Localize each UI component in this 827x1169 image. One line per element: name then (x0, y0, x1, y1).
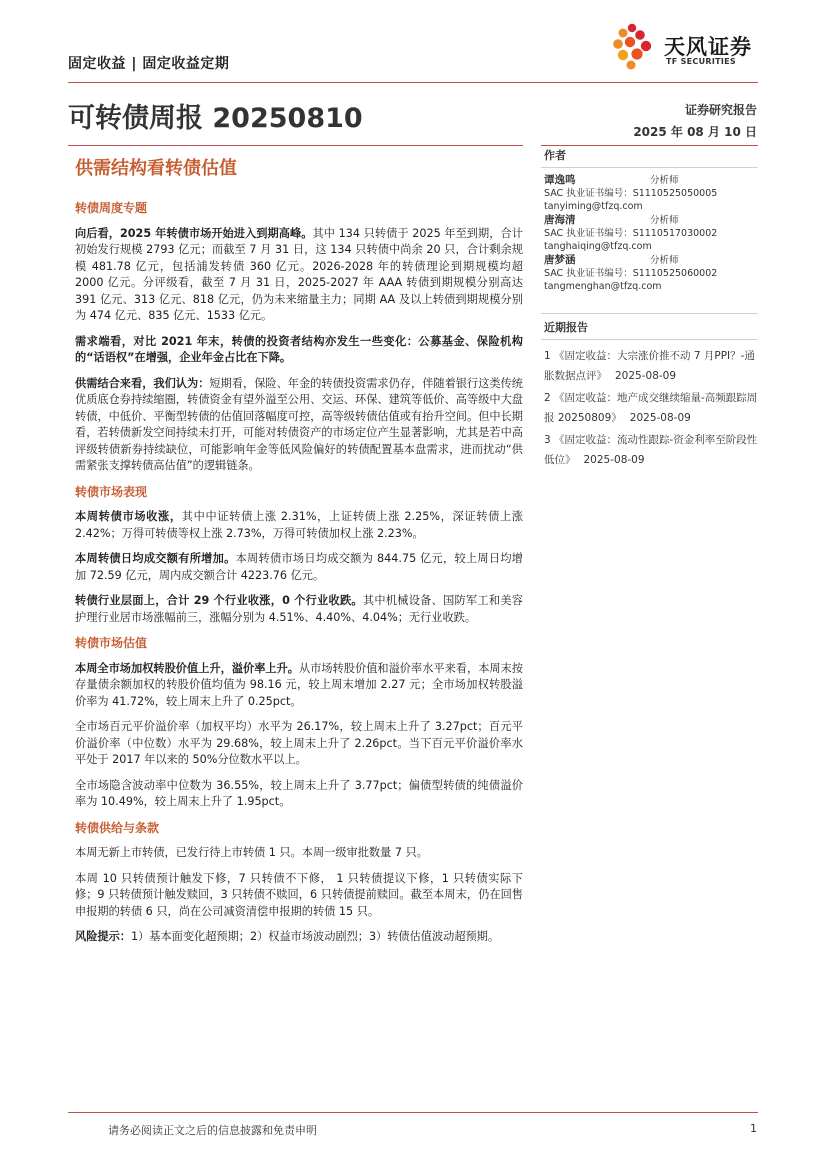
sidebar (541, 147, 758, 472)
report-date: 2025 年 08 月 10 日 (633, 125, 757, 139)
risk-warning: 风险提示：1）基本面变化超预期；2）权益市场波动剧烈；3）转债估值波动超预期。 (75, 930, 500, 943)
author-name: 唐海清 (544, 214, 576, 226)
section-title: 转债市场表现 (75, 484, 148, 499)
author-cert: SAC 执业证书编号：S1110525060002 (544, 268, 718, 279)
paragraph: 转债行业层面上，合计 29 个行业收涨，0 个行业收跌。其中机械设备、国防军工和美容护理行业居市场涨幅前三，涨幅分别为 4.51%、4.40%、4.04%；无行业收跌。 (75, 594, 523, 624)
author-email[interactable]: tangmenghan@tfzq.com (544, 281, 662, 292)
report-subtitle: 供需结构看转债估值 (75, 158, 237, 179)
recent-reports (541, 313, 758, 470)
author-card (544, 254, 758, 293)
section-title: 转债周度专题 (75, 201, 148, 215)
author-role: 分析师 (650, 255, 679, 266)
paragraph: 本周 10 只转债预计触发下修，7 只转债不下修， 1 只转债提议下修，1 只转债实际下修；9 只转债预计触发赎回，3 只转债不赎回，6 只转债提前赎回。截至本周末，仍在回售申报期的转债 6 只，尚在公司减资清偿申报期的转债 15 只。 (75, 871, 523, 918)
paragraph: 本周转债市场收涨，其中中证转债上涨 2.31%，上证转债上涨 2.25%，深证转债上涨 2.42%；万得可转债等权上涨 2.73%，万得可转债加权上涨 2.23%。 (75, 510, 523, 540)
recent-report-item[interactable]: 1 《固定收益：大宗涨价推不动 7 月PPI？-通胀数据点评》 2025-08-09 (544, 350, 755, 382)
page-number: 1 (750, 1122, 757, 1135)
paragraph: 全市场百元平价溢价率（加权平均）水平为 26.17%，较上周末上升了 3.27pct；百元平价溢价率（中位数）水平为 29.68%，较上周末上升了 2.26pct。当下百元平价溢价率水平处于 2017 年以来的 50%分位数水平以上。 (75, 720, 523, 766)
logo-text-en: TF SECURITIES (666, 57, 736, 66)
logo-text-cn: 天风证券 (664, 35, 752, 59)
logo-mark-icon (613, 24, 651, 70)
author-email[interactable]: tanyiming@tfzq.com (544, 201, 643, 212)
authors-heading: 作者 (541, 147, 758, 168)
main-content (75, 200, 523, 955)
paragraph: 向后看，2025 年转债市场开始进入到期高峰。其中 134 只转债于 2025 年至到期，合计初始发行规模 2793 亿元；而截至 7 月 31 日，这 134 只转债中尚余 20 只，合计剩余规模 481.78 亿元，包括浦发转债 360 亿元。2026-2028 年的转债理论到期规模均超 2000 亿元。分评级看，截至 7 月 31 日，2025-2027 年 AAA 转债到期规模分别高达 391 亿元、313 亿元、818 亿元，仍为未来缩量主力；同期 AA 及以上转债到期规模分别为 474 亿元、835 亿元、1533 亿元。 (75, 226, 523, 322)
author-card (544, 174, 758, 213)
author-cert: SAC 执业证书编号：S1110525050005 (544, 188, 718, 199)
report-category: 固定收益 | 固定收益定期 (68, 56, 230, 72)
footer-divider (68, 1112, 758, 1113)
author-cert: SAC 执业证书编号：S1110517030002 (544, 228, 718, 239)
author-email[interactable]: tanghaiqing@tfzq.com (544, 241, 652, 252)
paragraph: 本周转债日均成交额有所增加。本周转债市场日均成交额为 844.75 亿元，较上周日均增加 72.59 亿元，周内成交额合计 4223.76 亿元。 (75, 552, 523, 582)
header-divider (68, 82, 758, 83)
paragraph: 全市场隐含波动率中位数为 36.55%，较上周末上升了 3.77pct；偏债型转债的纯债溢价率为 10.49%，较上周末上升了 1.95pct。 (75, 778, 523, 808)
paragraph: 本周无新上市转债，已发行待上市转债 1 只。本周一级审批数量 7 只。 (75, 846, 428, 859)
author-name: 唐梦涵 (544, 254, 576, 266)
footer-disclaimer: 请务必阅读正文之后的信息披露和免责申明 (108, 1124, 317, 1137)
section-title: 转债供给与条款 (75, 820, 160, 835)
report-type: 证券研究报告 (684, 103, 757, 117)
author-role: 分析师 (650, 215, 679, 226)
paragraph: 供需结合来看，我们认为：短期看，保险、年金的转债投资需求仍存，伴随着银行这类传统优质底仓券持续缩圈，转债资金有望外溢至公用、交运、环保、建筑等低价、高等级中大盘转债，中低价、平衡型转债的估值回落幅度可控，高等级转债估值或有抬升空间。但中长期看，若转债新发空间持续未打开，可能对转债资产的市场定位产生显著影响，尤其是若中高评级转债新券持续缺位，可能影响年金等低风险偏好的转债配置基本盘需求，进而扰动“供需紧张支撑转债高估值”的逻辑链条。 (75, 376, 523, 472)
paragraph: 本周全市场加权转股价值上升，溢价率上升。从市场转股价值和溢价率水平来看，本周末按存量债余额加权的转股价值均值为 98.16 元，较上周末增加 2.27 元；全市场加权转股溢价率为 41.72%，较上周末上升了 0.25pct。 (75, 661, 523, 708)
recent-report-item[interactable]: 2 《固定收益：地产成交继续缩量-高频跟踪周报 20250809》 2025-08-09 (544, 392, 758, 424)
paragraph: 需求端看，对比 2021 年末，转债的投资者结构亦发生一些变化：公募基金、保险机构的“话语权”在增强，企业年金占比在下降。 (75, 334, 523, 364)
author-name: 谭逸鸣 (544, 174, 576, 186)
title-divider-left (68, 145, 523, 146)
recent-reports-heading: 近期报告 (541, 313, 758, 340)
section-title: 转债市场估值 (75, 636, 148, 650)
title-divider-right (541, 145, 758, 146)
author-role: 分析师 (650, 175, 679, 186)
author-card (544, 214, 758, 253)
report-title: 可转债周报 20250810 (68, 103, 363, 134)
recent-report-item[interactable]: 3 《固定收益：流动性跟踪-资金利率至阶段性低位》 2025-08-09 (544, 434, 758, 466)
